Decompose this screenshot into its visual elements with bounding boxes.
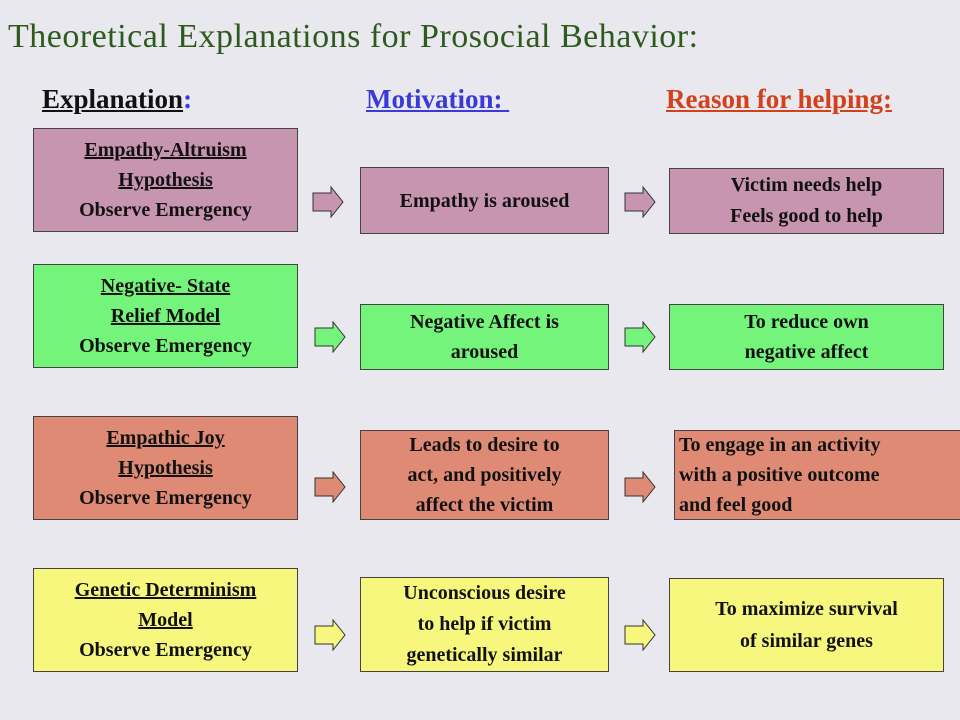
reason-box-genetic-determinism bbox=[669, 578, 944, 672]
explanation-name-line: Model bbox=[138, 609, 193, 631]
reason-text-line: Feels good to help bbox=[730, 205, 883, 227]
motivation-text-line: Leads to desire to bbox=[409, 434, 560, 456]
reason-text-line: with a positive outcome bbox=[679, 464, 880, 486]
motivation-text-line: Empathy is aroused bbox=[399, 189, 570, 212]
explanation-box-empathy-altruism bbox=[33, 128, 298, 232]
header-motivation: Motivation: bbox=[366, 84, 510, 114]
motivation-box-empathic-joy bbox=[360, 430, 609, 520]
reason-text-line: To engage in an activity bbox=[679, 434, 881, 456]
reason-box-negative-state-relief bbox=[669, 304, 944, 370]
motivation-text-line: affect the victim bbox=[415, 494, 554, 516]
explanation-name-line: Hypothesis bbox=[118, 169, 213, 191]
reason-box-empathic-joy bbox=[674, 430, 960, 520]
motivation-text-line: Negative Affect is bbox=[410, 311, 559, 333]
motivation-box-empathy-altruism bbox=[360, 167, 609, 234]
explanation-name-line: Hypothesis bbox=[118, 457, 213, 479]
motivation-text-line: Unconscious desire bbox=[403, 582, 566, 604]
explanation-name-line: Empathic Joy bbox=[106, 427, 225, 449]
motivation-text-line: genetically similar bbox=[406, 644, 563, 666]
reason-box-empathy-altruism bbox=[669, 168, 944, 234]
header-explanation-colon: : bbox=[183, 84, 193, 114]
arrow-right-icon bbox=[624, 186, 656, 218]
reason-text-line: To maximize survival bbox=[715, 598, 898, 620]
arrow-right-icon bbox=[312, 186, 344, 218]
arrow-right-icon bbox=[624, 619, 656, 651]
arrow-right-icon bbox=[624, 471, 656, 503]
arrow-right-icon bbox=[314, 321, 346, 353]
motivation-text-line: act, and positively bbox=[407, 464, 562, 486]
arrow-right-icon bbox=[624, 321, 656, 353]
header-explanation bbox=[42, 84, 192, 115]
motivation-text-line: to help if victim bbox=[417, 613, 552, 635]
arrow-right-icon bbox=[314, 471, 346, 503]
reason-text-line: of similar genes bbox=[740, 630, 873, 652]
motivation-box-negative-state-relief bbox=[360, 304, 609, 370]
explanation-trigger: Observe Emergency bbox=[79, 487, 252, 509]
explanation-name-line: Genetic Determinism bbox=[74, 579, 257, 601]
reason-text-line: and feel good bbox=[679, 494, 793, 516]
explanation-box-negative-state-relief bbox=[33, 264, 298, 368]
motivation-box-genetic-determinism bbox=[360, 577, 609, 672]
page-title: Theoretical Explanations for Prosocial Behavior: bbox=[8, 18, 699, 55]
explanation-name-line: Relief Model bbox=[110, 305, 221, 327]
header-explanation-label: Explanation bbox=[42, 84, 184, 114]
explanation-name-line: Empathy-Altruism bbox=[84, 139, 247, 161]
explanation-trigger: Observe Emergency bbox=[79, 639, 252, 661]
reason-text-line: Victim needs help bbox=[730, 174, 883, 196]
explanation-name-line: Negative- State bbox=[100, 275, 231, 297]
explanation-box-genetic-determinism bbox=[33, 568, 298, 672]
explanation-box-empathic-joy bbox=[33, 416, 298, 520]
motivation-text-line: aroused bbox=[450, 341, 519, 363]
explanation-trigger: Observe Emergency bbox=[79, 335, 252, 357]
reason-text-line: negative affect bbox=[744, 341, 869, 363]
reason-text-line: To reduce own bbox=[744, 311, 869, 333]
header-reason: Reason for helping: bbox=[666, 84, 893, 114]
arrow-right-icon bbox=[314, 619, 346, 651]
explanation-trigger: Observe Emergency bbox=[79, 199, 252, 221]
